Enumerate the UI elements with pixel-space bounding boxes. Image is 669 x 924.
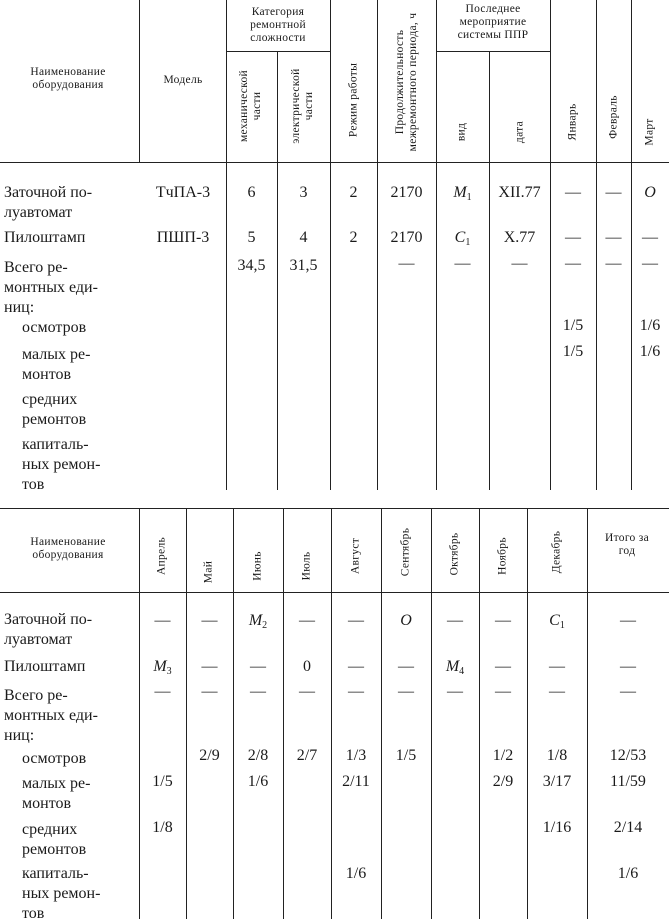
mode-cell: 2 [349, 184, 358, 201]
t1-header-feb: Февраль [607, 95, 620, 139]
equipment-name: средних ремонтов [22, 391, 87, 428]
t2-header-jul: Июль [300, 551, 313, 581]
sep-cell: — [398, 683, 414, 700]
t2-header-jun: Июнь [251, 551, 264, 581]
t2-rule-header-bottom [0, 592, 669, 593]
aug-cell: 1/6 [345, 865, 367, 882]
sep-cell: — [398, 658, 414, 675]
feb-cell: — [605, 255, 622, 272]
t2-col-line [139, 508, 140, 919]
t1-header-mech: механической части [238, 69, 263, 143]
t2-col-line [479, 508, 480, 919]
t2-col-line [233, 508, 234, 919]
aug-cell: — [348, 658, 364, 675]
t1-header-last-event: Последнее мероприятие системы ППР [457, 3, 529, 41]
mech-cell: 6 [247, 184, 256, 201]
t2-header-nov: Ноябрь [496, 537, 509, 575]
oct-cell: — [447, 683, 463, 700]
t2-col-line [331, 508, 332, 919]
t2-header-aug: Август [349, 537, 362, 575]
t1-header-kind: вид [455, 122, 468, 142]
t2-header-total: Итого за год [604, 532, 650, 557]
t2-header-oct: Октябрь [448, 532, 461, 576]
total-cell: 11/59 [610, 773, 646, 790]
aug-cell: — [348, 683, 364, 700]
mar-cell: — [642, 229, 658, 246]
equipment-name: Заточной по- луавтомат [4, 184, 93, 221]
apr-cell: $М_3$ [153, 658, 172, 677]
dec-cell: 1/16 [542, 819, 572, 836]
equipment-name: Всего ре- монтных еди- ниц: [4, 259, 98, 316]
equipment-name: Пилоштамп [4, 229, 86, 246]
t2-header-name: Наименование оборудования [30, 536, 106, 561]
t1-rule-last [436, 51, 550, 52]
total-cell: — [620, 658, 636, 675]
dec-cell: 3/17 [542, 773, 572, 790]
nov-cell: — [495, 683, 511, 700]
mode-cell: 2 [349, 229, 358, 246]
jan-cell: 1/5 [562, 343, 584, 360]
mech-cell: 5 [247, 229, 256, 246]
t1-header-mar: Март [643, 118, 656, 146]
jun-cell: $М_2$ [248, 612, 268, 631]
t1-header-category: Категория ремонтной сложности [250, 6, 306, 44]
apr-cell: 1/8 [152, 819, 173, 836]
t2-rule-top [0, 508, 669, 509]
t1-header-duration: Продолжительность межремонтного периода, ч [394, 12, 419, 152]
t1-header-date: дата [513, 120, 526, 144]
mar-cell: 1/6 [639, 317, 661, 334]
nov-cell: — [495, 612, 511, 629]
t1-header-model: Модель [163, 74, 203, 86]
t1-header-elec: электрической части [290, 68, 315, 144]
t2-header-apr: Апрель [155, 536, 168, 576]
apr-cell: 1/5 [152, 773, 173, 790]
jun-cell: 2/8 [247, 747, 269, 764]
elec-cell: 31,5 [289, 257, 318, 274]
nov-cell: — [495, 658, 511, 675]
jan-cell: — [565, 229, 581, 246]
jan-cell: — [565, 184, 581, 201]
total-cell: — [620, 612, 636, 629]
equipment-name: малых ре- монтов [22, 775, 91, 812]
jul-cell: — [299, 612, 315, 629]
mar-cell: 1/6 [639, 343, 661, 360]
total-cell: — [620, 683, 636, 700]
equipment-name: осмотров [22, 750, 87, 767]
duration-cell: 2170 [390, 229, 423, 246]
equipment-name: малых ре- монтов [22, 346, 91, 383]
equipment-name: Заточной по- луавтомат [4, 611, 93, 648]
equipment-name: осмотров [22, 319, 87, 336]
jul-cell: 0 [303, 658, 311, 675]
feb-cell: — [605, 184, 622, 201]
date-cell: X.77 [503, 229, 536, 246]
t1-header-mode: Режим работы [347, 62, 360, 138]
mar-cell: — [642, 255, 658, 272]
may-cell: — [201, 612, 218, 629]
mech-cell: 34,5 [237, 257, 266, 274]
elec-cell: 4 [299, 229, 308, 246]
duration-cell: — [398, 255, 415, 272]
total-cell: 1/6 [617, 865, 639, 882]
equipment-name: Пилоштамп [4, 658, 86, 675]
aug-cell: 2/11 [342, 773, 370, 790]
dec-cell: 1/8 [546, 747, 568, 764]
jun-cell: 1/6 [247, 773, 269, 790]
equipment-name: Всего ре- монтных еди- ниц: [4, 687, 98, 744]
t2-col-line [587, 508, 588, 919]
t2-col-line [283, 508, 284, 919]
apr-cell: — [154, 683, 171, 700]
oct-cell: $М_4$ [445, 658, 465, 677]
apr-cell: — [154, 612, 171, 629]
jul-cell: — [299, 683, 315, 700]
duration-cell: 2170 [390, 184, 423, 201]
jun-cell: — [250, 683, 266, 700]
t2-header-may: Май [202, 560, 215, 584]
equipment-name: капиталь- ных ремон- тов [22, 436, 101, 493]
total-cell: 12/53 [609, 747, 647, 764]
t1-header-jan: Январь [566, 103, 579, 141]
may-cell: — [201, 658, 218, 675]
t2-header-sep: Сентябрь [399, 527, 412, 577]
kind-cell: $С_1$ [454, 229, 471, 248]
jun-cell: — [250, 658, 266, 675]
model-cell: ТчПА-3 [155, 184, 211, 201]
jan-cell: 1/5 [562, 317, 584, 334]
nov-cell: 2/9 [492, 773, 514, 790]
date-cell: XII.77 [498, 184, 541, 201]
sep-cell: 1/5 [395, 747, 417, 764]
dec-cell: — [549, 683, 565, 700]
t2-col-line [381, 508, 382, 919]
model-cell: ПШП-3 [156, 229, 210, 246]
mar-cell: О [644, 184, 656, 201]
t1-rule-category [226, 51, 330, 52]
nov-cell: 1/2 [492, 747, 514, 764]
elec-cell: 3 [299, 184, 308, 201]
aug-cell: 1/3 [345, 747, 367, 764]
t2-col-line [186, 508, 187, 919]
date-cell: — [511, 255, 528, 272]
oct-cell: — [447, 612, 463, 629]
t1-rule-header-bottom [0, 162, 669, 163]
equipment-name: капиталь- ных ремон- тов [22, 865, 101, 922]
dec-cell: — [549, 658, 565, 675]
t2-col-line [527, 508, 528, 919]
aug-cell: — [348, 612, 364, 629]
feb-cell: — [605, 229, 622, 246]
total-cell: 2/14 [613, 819, 643, 836]
may-cell: — [201, 683, 218, 700]
jan-cell: — [565, 255, 581, 272]
t1-header-name: Наименование оборудования [30, 66, 106, 91]
equipment-name: средних ремонтов [22, 821, 87, 858]
kind-cell: $М_1$ [453, 184, 472, 203]
kind-cell: — [454, 255, 471, 272]
t2-header-dec: Декабрь [550, 530, 563, 574]
may-cell: 2/9 [199, 747, 220, 764]
t2-col-line [431, 508, 432, 919]
sep-cell: О [400, 612, 412, 629]
dec-cell: $С_1$ [549, 612, 565, 631]
jul-cell: 2/7 [296, 747, 318, 764]
